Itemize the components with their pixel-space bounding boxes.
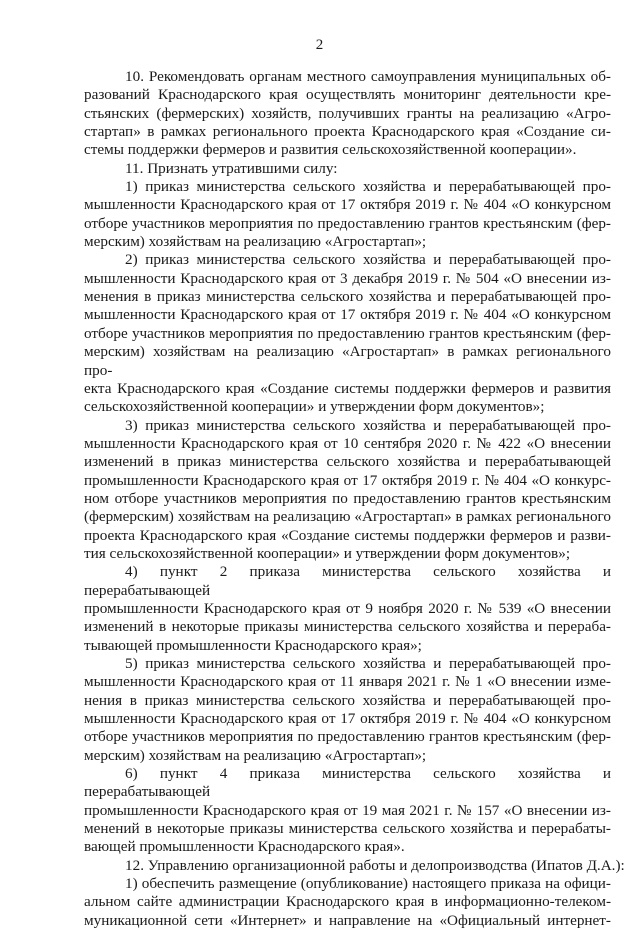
text-line: промышленности Краснодарского края от 17 октября 2019 г. № 404 «О конкурс- (84, 471, 611, 489)
text-line: тывающей промышленности Краснодарского края»; (84, 636, 422, 654)
text-line: мерским) хозяйствам на реализацию «Агростартап» в рамках регионального про- (84, 343, 611, 379)
text-line: стьянских (фермерских) хозяйств, получивших гранты на реализацию «Агро- (84, 104, 611, 122)
page-number: 2 (315, 37, 324, 53)
document-paragraph (84, 563, 611, 655)
text-line: мышленности Краснодарского края от 17 октября 2019 г. № 404 «О конкурсном (84, 196, 611, 214)
text-line: промышленности Краснодарского края от 19 мая 2021 г. № 157 «О внесении из- (84, 801, 611, 819)
text-line: разований Краснодарского края осуществлять мониторинг деятельности кре- (84, 86, 611, 104)
text-line: нения в приказ министерства сельского хозяйства и перерабатывающей про- (84, 691, 611, 709)
text-line: 1) приказ министерства сельского хозяйства и перерабатывающей про- (125, 178, 611, 196)
text-line: муникационной сети «Интернет» и направление на «Официальный интернет- (84, 911, 611, 929)
text-line: мышленности Краснодарского края от 10 сентября 2020 г. № 422 «О внесении (84, 434, 611, 452)
text-line: 4) пункт 2 приказа министерства сельского хозяйства и перерабатывающей (84, 563, 611, 599)
text-line: отборе участников мероприятия по предоставлению грантов крестьянским (фер- (84, 214, 611, 232)
text-line: отборе участников мероприятия по предоставлению грантов крестьянским (фер- (84, 324, 611, 342)
text-line: мерским) хозяйствам на реализацию «Агростартап»; (84, 746, 427, 764)
text-line: вающей промышленности Краснодарского края». (84, 838, 405, 856)
text-line: мерским) хозяйствам на реализацию «Агростартап»; (84, 233, 427, 251)
text-line: 1) обеспечить размещение (опубликование) настоящего приказа на офици- (125, 875, 611, 893)
text-line: 12. Управлению организационной работы и делопроизводства (Ипатов Д.А.): (125, 856, 625, 874)
text-line: мышленности Краснодарского края от 3 декабря 2019 г. № 504 «О внесении из- (84, 269, 611, 287)
text-line: изменений в приказ министерства сельского хозяйства и перерабатывающей (84, 453, 611, 471)
document-paragraph (84, 875, 611, 930)
text-line: отборе участников мероприятия по предоставлению грантов крестьянским (фер- (84, 728, 611, 746)
text-line: менений в некоторые приказы министерства сельского хозяйства и перерабаты- (84, 820, 611, 838)
document-paragraph (84, 178, 611, 251)
document-paragraph (84, 251, 611, 416)
document-paragraph (84, 765, 611, 857)
text-line: мышленности Краснодарского края от 17 октября 2019 г. № 404 «О конкурсном (84, 306, 611, 324)
document-paragraph (84, 160, 611, 178)
text-line: 6) пункт 4 приказа министерства сельского хозяйства и перерабатывающей (84, 765, 611, 801)
text-line: проекта Краснодарского края «Создание системы поддержки фермеров и разви- (84, 526, 611, 544)
document-paragraph (84, 68, 611, 160)
text-line: стемы поддержки фермеров и развития сельскохозяйственной кооперации». (84, 141, 577, 159)
text-line: промышленности Краснодарского края от 9 ноября 2020 г. № 539 «О внесении (84, 599, 611, 617)
text-line: 2) приказ министерства сельского хозяйства и перерабатывающей про- (125, 251, 611, 269)
document-body (84, 68, 625, 930)
text-line: 5) приказ министерства сельского хозяйства и перерабатывающей про- (125, 655, 611, 672)
text-line: менения в приказ министерства сельского хозяйства и перерабатывающей про- (84, 288, 611, 306)
text-line: екта Краснодарского края «Создание системы поддержки фермеров и развития (84, 379, 611, 397)
text-line: мышленности Краснодарского края от 17 октября 2019 г. № 404 «О конкурсном (84, 710, 611, 728)
text-line: стартап» в рамках регионального проекта Краснодарского края «Создание си- (84, 123, 611, 141)
text-line: 10. Рекомендовать органам местного самоуправления муниципальных об- (125, 68, 611, 85)
text-line: ном отборе участников мероприятия по предоставлению грантов крестьянским (84, 489, 611, 507)
text-line: (фермерским) хозяйствам на реализацию «Агростартап» в рамках регионального (84, 508, 611, 526)
text-line: 3) приказ министерства сельского хозяйства и перерабатывающей про- (125, 416, 611, 434)
text-line: изменений в некоторые приказы министерства сельского хозяйства и перераба- (84, 618, 611, 636)
document-paragraph (84, 856, 625, 875)
text-line: альном сайте администрации Краснодарского края в информационно-телеком- (84, 893, 611, 911)
text-line: тия сельскохозяйственной кооперации» и утверждении форм документов»; (84, 544, 571, 562)
text-line: мышленности Краснодарского края от 11 января 2021 г. № 1 «О внесении изме- (84, 673, 611, 691)
document-paragraph (84, 655, 611, 765)
text-line: сельскохозяйственной кооперации» и утверждении форм документов»; (84, 398, 545, 416)
text-line: 11. Признать утратившими силу: (125, 159, 338, 177)
document-paragraph (84, 417, 611, 564)
